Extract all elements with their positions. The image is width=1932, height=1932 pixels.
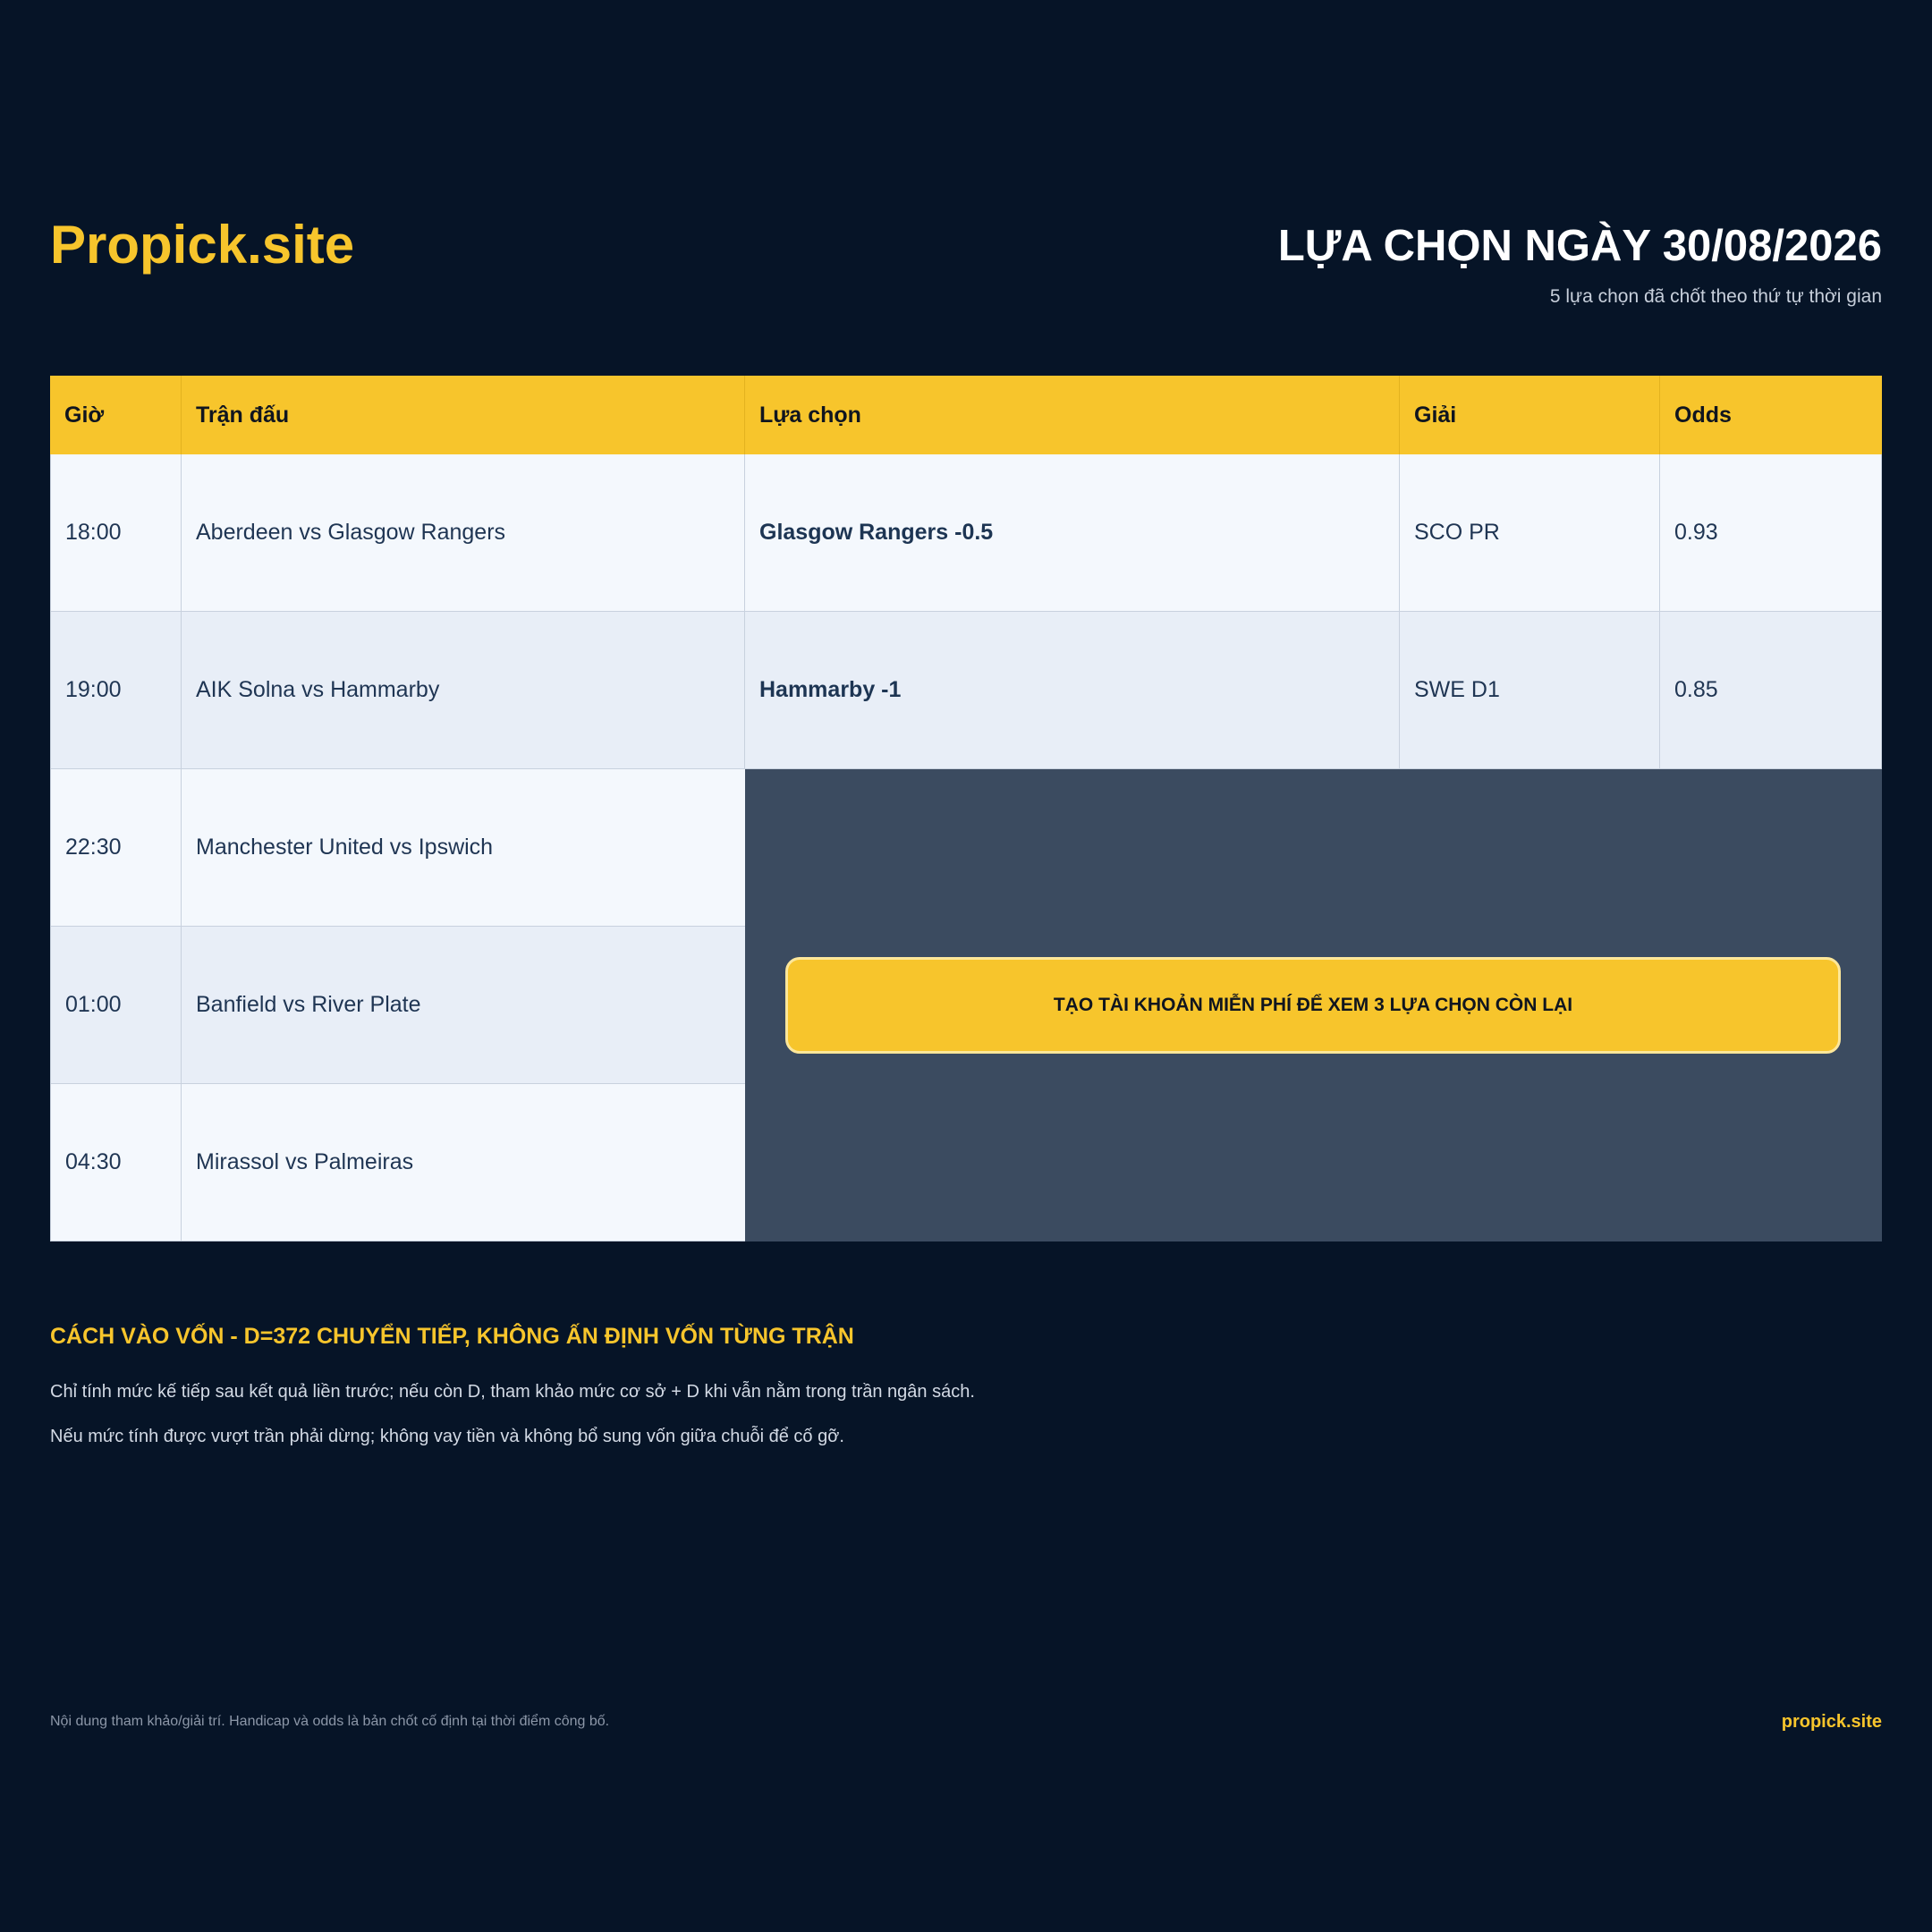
row-1-league: SCO PR [1400,454,1660,612]
page-subtitle: 5 lựa chọn đã chốt theo thứ tự thời gian [1549,286,1882,307]
row-5-time: 04:30 [50,1084,182,1241]
row-1-time: 18:00 [50,454,182,612]
row-4-match: Banfield vs River Plate [182,927,745,1084]
row-5-match: Mirassol vs Palmeiras [182,1084,745,1241]
create-free-account-button[interactable]: TẠO TÀI KHOẢN MIỄN PHÍ ĐỂ XEM 3 LỰA CHỌN CÒN LẠI [785,957,1841,1054]
row-3-time: 22:30 [50,769,182,927]
column-header-league: Giải [1400,376,1660,454]
column-header-match: Trận đấu [182,376,745,454]
column-header-pick: Lựa chọn [745,376,1400,454]
brand-logo: Propick.site [50,215,355,275]
row-3-match: Manchester United vs Ipswich [182,769,745,927]
row-2-match: AIK Solna vs Hammarby [182,612,745,769]
row-1-odds: 0.93 [1660,454,1882,612]
footer-disclaimer: Nội dung tham khảo/giải trí. Handicap và odds là bản chốt cố định tại thời điểm công bố. [50,1714,610,1729]
staking-rule-2: Nếu mức tính được vượt trần phải dừng; không vay tiền và không bổ sung vốn giữa chuỗi để cố gỡ. [50,1427,844,1446]
row-1-pick: Glasgow Rangers -0.5 [745,454,1400,612]
picks-table [50,376,1882,1241]
row-2-time: 19:00 [50,612,182,769]
column-header-time: Giờ [50,376,182,454]
row-4-time: 01:00 [50,927,182,1084]
column-header-odds: Odds [1660,376,1882,454]
row-2-pick: Hammarby -1 [745,612,1400,769]
row-2-league: SWE D1 [1400,612,1660,769]
row-2-odds: 0.85 [1660,612,1882,769]
staking-heading: CÁCH VÀO VỐN - D=372 CHUYỂN TIẾP, KHÔNG ẤN ĐỊNH VỐN TỪNG TRẬN [50,1324,854,1349]
footer-brand-link[interactable]: propick.site [1781,1712,1882,1732]
page-title: LỰA CHỌN NGÀY 30/08/2026 [1277,222,1882,270]
staking-rule-1: Chỉ tính mức kế tiếp sau kết quả liền trước; nếu còn D, tham khảo mức cơ sở + D khi vẫn nằm trong trần ngân sách. [50,1382,975,1402]
row-1-match: Aberdeen vs Glasgow Rangers [182,454,745,612]
